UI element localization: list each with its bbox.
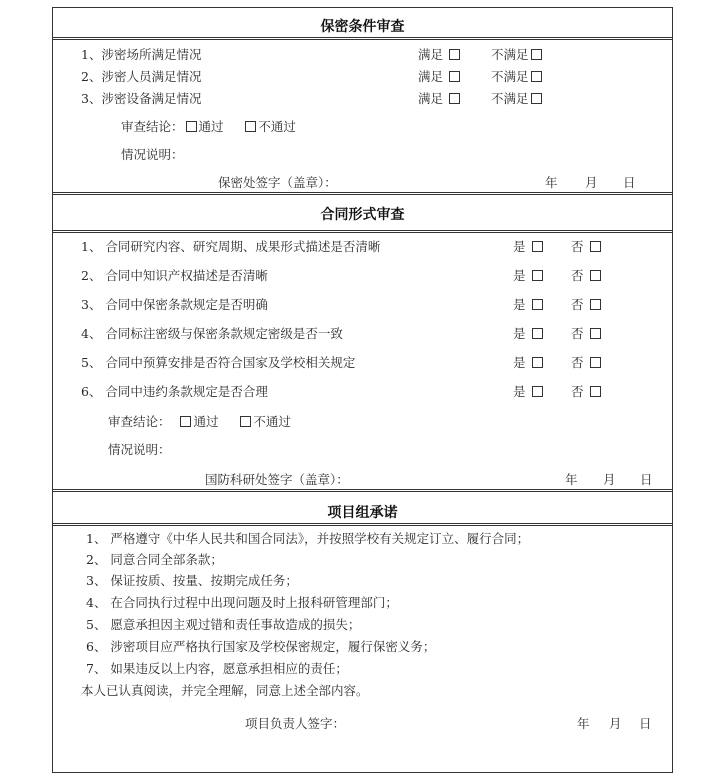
section2-item-5-no: 否 — [571, 353, 603, 371]
checkbox-fail[interactable] — [245, 121, 256, 132]
section2-item-4-no: 否 — [571, 324, 603, 342]
checkbox-pass[interactable] — [180, 416, 191, 427]
section1-item-1-no: 不满足 — [491, 45, 544, 63]
section2-item-2-yes: 是 — [513, 266, 545, 284]
checkbox[interactable] — [531, 93, 542, 104]
section3-title: 项目组承诺 — [327, 505, 398, 521]
section2-item-6: 6、 合同中违约条款规定是否合理 — [81, 384, 268, 399]
checkbox[interactable] — [590, 241, 601, 252]
section2-item-1-yes: 是 — [513, 237, 545, 255]
section2-item-6-yes: 是 — [513, 382, 545, 400]
section3-date-month: 月 — [609, 716, 622, 731]
section1-item-2-no: 不满足 — [491, 67, 544, 85]
checkbox[interactable] — [590, 299, 601, 310]
section1-item-3: 3、涉密设备满足情况 — [81, 91, 202, 106]
section3-item-5: 5、 愿意承担因主观过错和责任事故造成的损失； — [86, 617, 361, 632]
divider — [53, 230, 672, 233]
section3-item-6: 6、 涉密项目应严格执行国家及学校保密规定，履行保密义务； — [86, 639, 436, 654]
checkbox[interactable] — [532, 357, 543, 368]
section2-item-2: 2、 合同中知识产权描述是否清晰 — [81, 268, 268, 283]
checkbox[interactable] — [449, 49, 460, 60]
checkbox[interactable] — [532, 386, 543, 397]
section2-item-5: 5、 合同中预算安排是否符合国家及学校相关规定 — [81, 355, 356, 370]
checkbox[interactable] — [531, 71, 542, 82]
divider — [53, 523, 672, 526]
section2-date-day: 日 — [640, 472, 653, 487]
section2-title: 合同形式审查 — [320, 207, 405, 223]
section3-item-2: 2、 同意合同全部条款； — [86, 552, 223, 567]
review-form — [52, 7, 673, 773]
section1-date-day: 日 — [623, 175, 636, 190]
section2-signature: 国防科研处签字（盖章）： — [205, 472, 349, 487]
section1-item-1-yes: 满足 — [418, 45, 462, 63]
section1-date-year: 年 — [545, 175, 558, 190]
checkbox[interactable] — [449, 93, 460, 104]
section2-conclusion: 审查结论： 通过 不通过 — [108, 414, 291, 429]
checkbox-pass[interactable] — [186, 121, 197, 132]
section1-date-month: 月 — [585, 175, 598, 190]
checkbox[interactable] — [590, 270, 601, 281]
checkbox[interactable] — [531, 49, 542, 60]
section2-item-4-yes: 是 — [513, 324, 545, 342]
divider — [53, 192, 672, 195]
section1-title: 保密条件审查 — [320, 19, 405, 35]
divider — [53, 489, 672, 492]
section1-item-2-yes: 满足 — [418, 67, 462, 85]
section3-confirm: 本人已认真阅读，并完全理解，同意上述全部内容。 — [81, 683, 369, 698]
section3-item-3: 3、 保证按质、按量、按期完成任务； — [86, 573, 298, 588]
checkbox[interactable] — [532, 328, 543, 339]
section3-item-4: 4、 在合同执行过程中出现问题及时上报科研管理部门； — [86, 595, 398, 610]
section2-item-3-yes: 是 — [513, 295, 545, 313]
checkbox[interactable] — [590, 357, 601, 368]
section1-signature: 保密处签字（盖章）： — [218, 175, 337, 190]
section1-item-3-no: 不满足 — [491, 89, 544, 107]
section2-item-6-no: 否 — [571, 382, 603, 400]
section3-date-day: 日 — [639, 716, 652, 731]
section2-item-1: 1、 合同研究内容、研究周期、成果形式描述是否清晰 — [81, 239, 381, 254]
section1-remark-label: 情况说明： — [121, 147, 184, 162]
checkbox[interactable] — [532, 270, 543, 281]
section2-item-1-no: 否 — [571, 237, 603, 255]
checkbox-fail[interactable] — [240, 416, 251, 427]
section2-item-3: 3、 合同中保密条款规定是否明确 — [81, 297, 268, 312]
section2-date-year: 年 — [565, 472, 578, 487]
section2-item-3-no: 否 — [571, 295, 603, 313]
section2-date-month: 月 — [603, 472, 616, 487]
checkbox[interactable] — [532, 241, 543, 252]
section3-item-7: 7、 如果违反以上内容，愿意承担相应的责任； — [86, 661, 348, 676]
section1-item-1: 1、涉密场所满足情况 — [81, 47, 202, 62]
section2-item-5-yes: 是 — [513, 353, 545, 371]
section2-remark-label: 情况说明： — [108, 442, 171, 457]
checkbox[interactable] — [590, 328, 601, 339]
section2-item-2-no: 否 — [571, 266, 603, 284]
divider — [53, 37, 672, 40]
section3-item-1: 1、 严格遵守《中华人民共和国合同法》，并按照学校有关规定订立、履行合同； — [86, 531, 530, 546]
checkbox[interactable] — [532, 299, 543, 310]
section1-item-2: 2、涉密人员满足情况 — [81, 69, 202, 84]
section1-conclusion: 审查结论： 通过 不通过 — [121, 119, 296, 134]
checkbox[interactable] — [590, 386, 601, 397]
section2-item-4: 4、 合同标注密级与保密条款规定密级是否一致 — [81, 326, 343, 341]
section1-item-3-yes: 满足 — [418, 89, 462, 107]
checkbox[interactable] — [449, 71, 460, 82]
section3-date-year: 年 — [577, 716, 590, 731]
section3-signature: 项目负责人签字： — [245, 716, 346, 731]
